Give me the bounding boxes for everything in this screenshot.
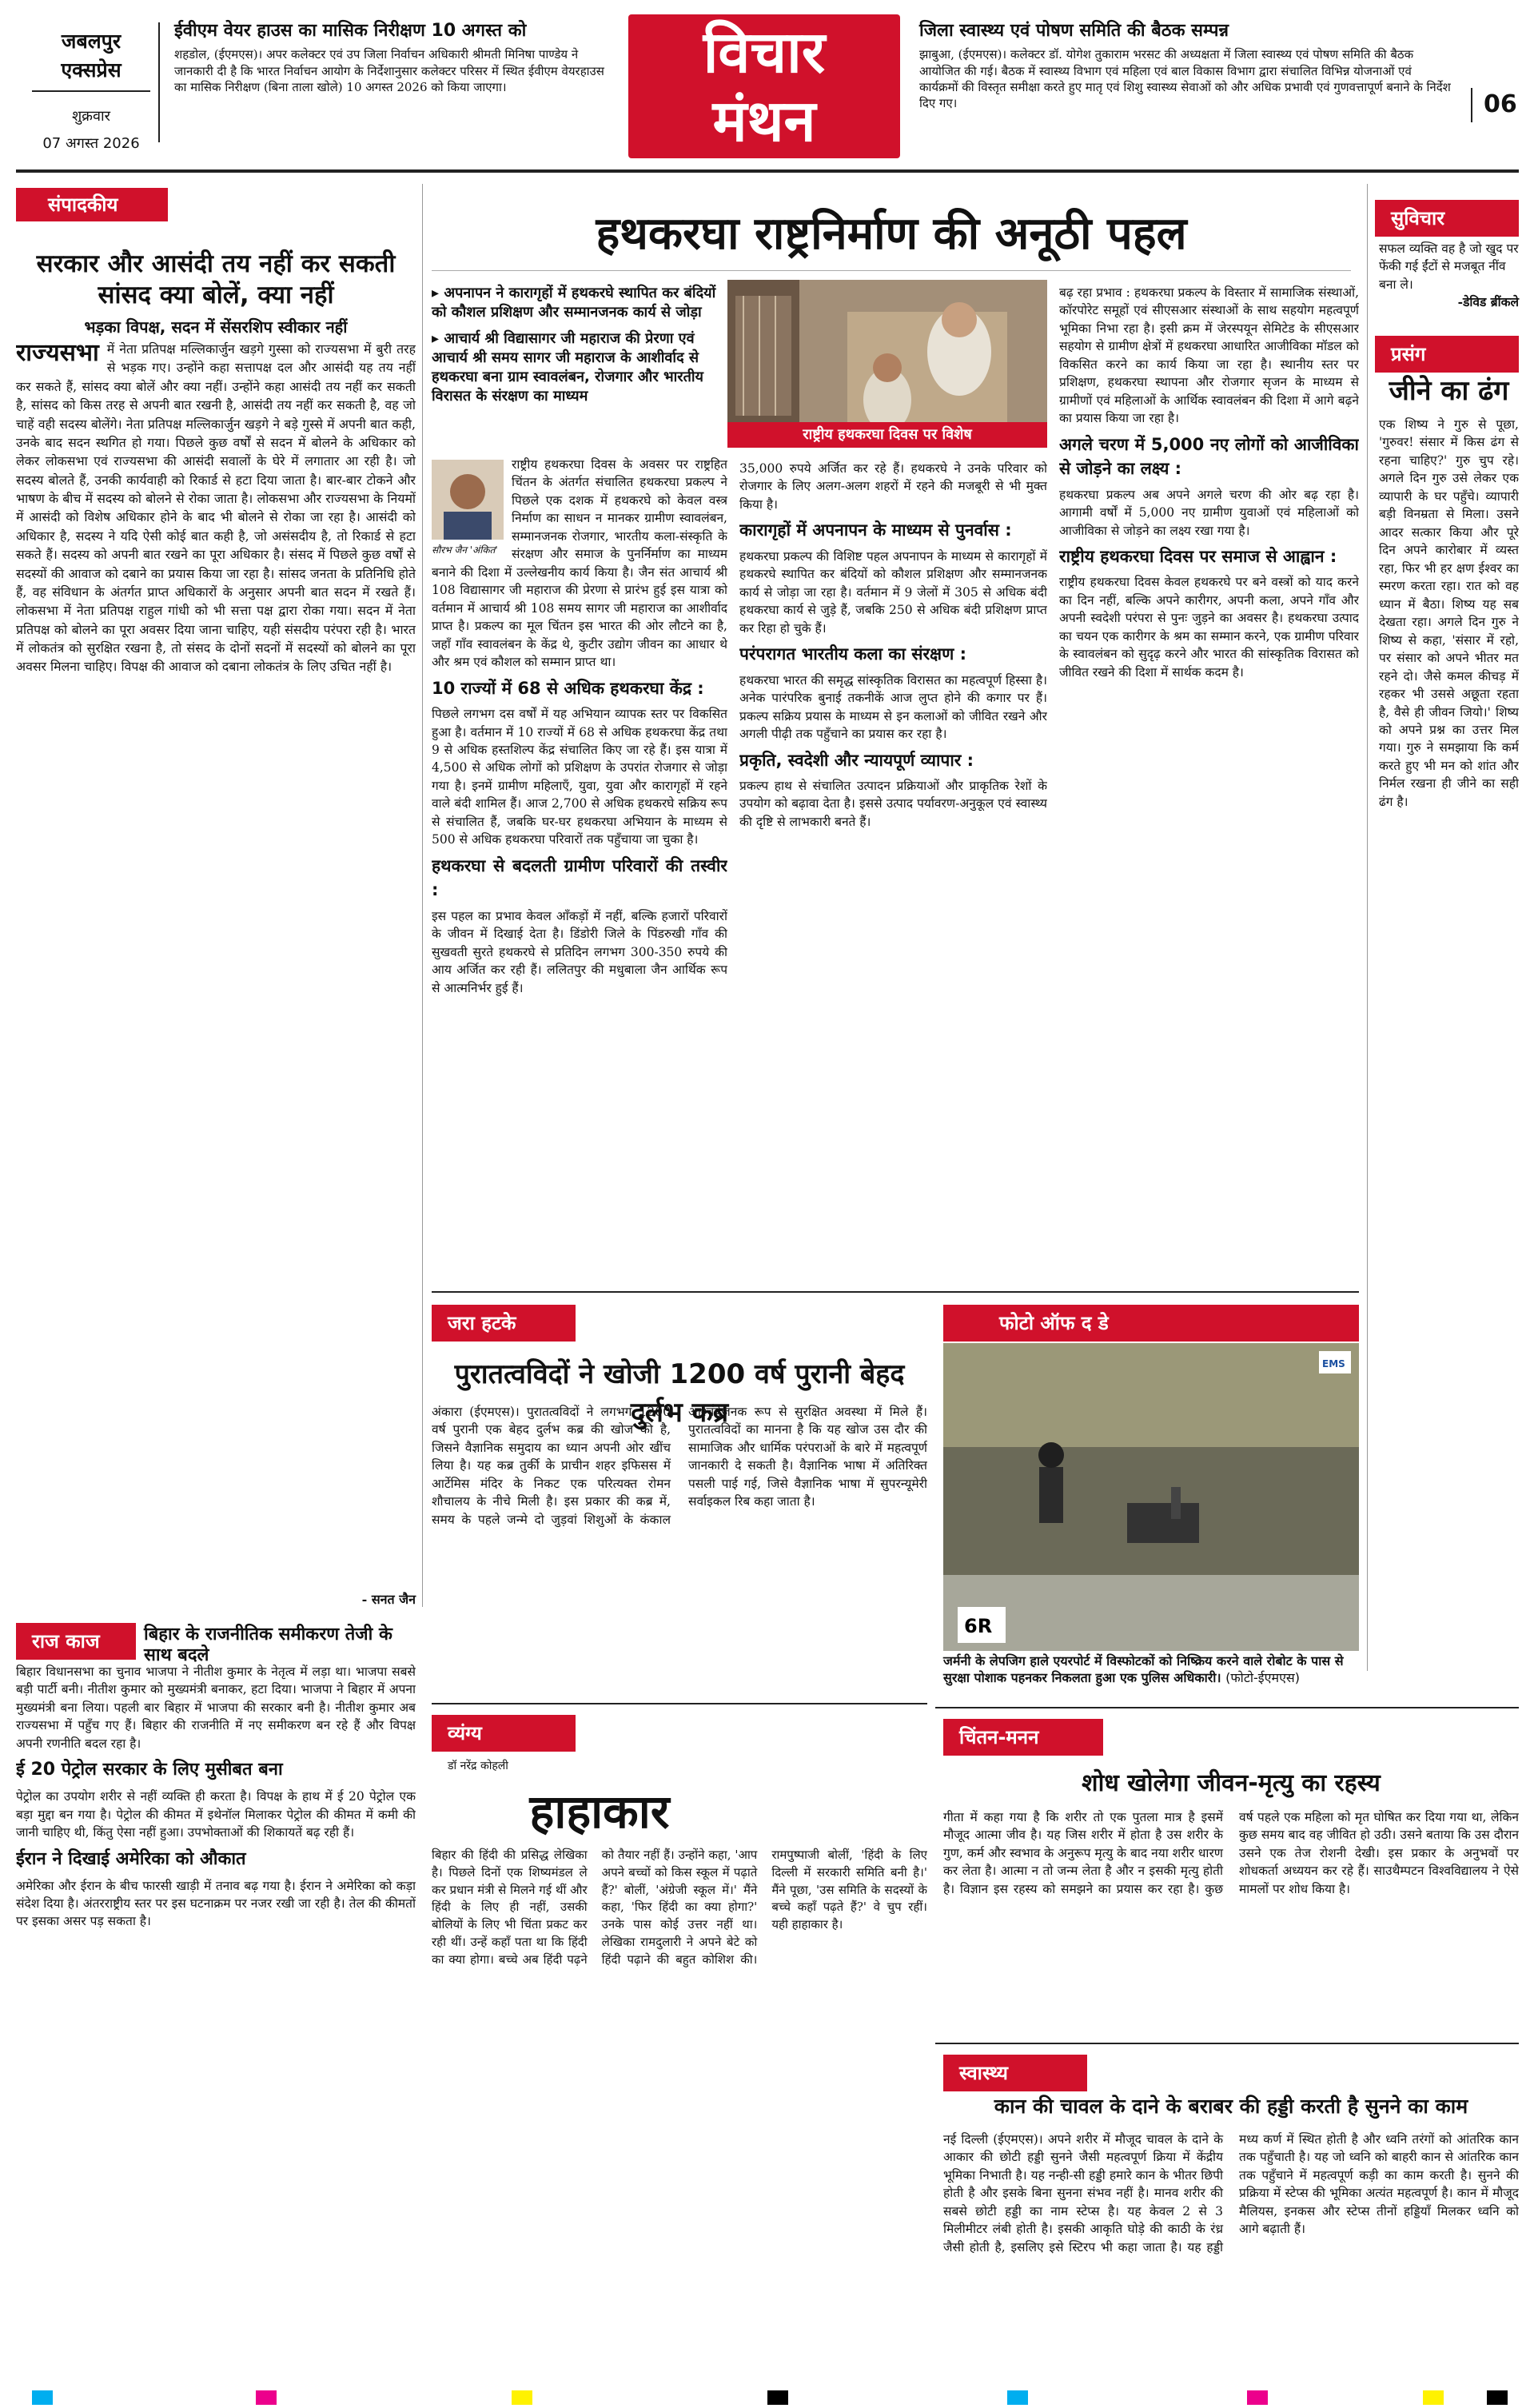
col-divider [422, 184, 423, 1607]
rajkaaj-body [16, 1663, 416, 2366]
cover-col3a-text: बढ़ रहा प्रभाव : हथकरघा प्रकल्प के विस्तार में सामाजिक संस्थाओं, कॉरपोरेट समूहों एवं सीएसआर संस्थाओं के साथ सहयोग महत्वपूर्ण भूमिका निभा रहा है। इसी क्रम में जेरस्पयून सेमिटेड के सीएसआर सहयोग से ग्रामीण क्षेत्रों में हथकरघा आधारित आजीविका मॉडल को विकसित करने का कार्य किया जा रहा है। स्थानीय स्तर पर प्रशिक्षण, हथकरघा स्थापना और रोजगार सृजन के माध्यम से ग्रामीणों एवं महिलाओं के आर्थिक स्वावलंबन की दिशा में आगे बढ़ने का प्रयास किया जा रहा है। [1059, 285, 1359, 426]
suvichar-author: -डेविड ब्रींकले [1457, 294, 1519, 310]
editorial-byline: - सनत जैन [361, 1592, 416, 1607]
rajkaaj-text-1: पेट्रोल का उपयोग शरीर से नहीं व्यक्ति ही करता है। विपक्ष के हाथ में ई 20 पेट्रोल एक बड़ा मुद्दा बन गया है। पेट्रोल की कीमत में इथेनॉल मिलाकर पेट्रोल की कीमत में कमी की जानी चाहिए थी, किंतु ऐसा नहीं हुआ। उपभोक्ताओं की शिकायतें बढ़ रही हैं। [16, 1789, 416, 1840]
cover-col1b-text: पिछले लगभग दस वर्षों में यह अभियान व्यापक स्तर पर विकसित हुआ है। वर्तमान में 10 राज्यों में 68 से अधिक हथकरघा केंद्र तथा 9 से अधिक हस्तशिल्प केंद्र संचालित किए जा रहे हैं। इस यात्रा में 4,500 से अधिक लोगों को प्रशिक्षण के उपरांत रोजगार से जोड़ा गया है। इनमें ग्रामीण महिलाएँ, युवा, युवा और कारागृहों में रहने वाले बंदी शामिल हैं। आज 2,700 से अधिक हथकरघे सक्रिय रूप से संचालित हैं, जबकि घर-घर हथकरघा अभियान के माध्यम से 500 से अधिक हथकरघा परिवारों तक पहुँचाया जा चुका है। [432, 707, 727, 847]
author-name: सौरभ जैन 'अंकित' [432, 544, 498, 556]
swasthya-body: नई दिल्ली (ईएमएस)। अपने शरीर में मौजूद चावल के दाने के आकार की छोटी हड्डी सुनने जैसी महत्वपूर्ण क्रिया में केंद्रीय भूमिका निभाती है। यह नन्ही-सी हड्डी हमारे कान के भीतर छिपी होती है और इसके बिना सुनना संभव नहीं है। मानव शरीर की सबसे छोटी हड्डी का नाम स्टेप्स है। यह केवल 2 से 3 मिलीमीटर लंबी होती है। इसकी आकृति घोड़े की काठी के रंध्र जैसी होती है, इसलिए इसे स्टिरप भी कहा जाता है। यह हड्डी मध्य कर्ण में स्थित होती है और ध्वनि तरंगों को आंतरिक कान तक पहुँचाती है। यह जो ध्वनि को बाहरी कान से आंतरिक कान तक पहुँचाने में महत्वपूर्ण कड़ी का काम करती है। सुनने की प्रक्रिया में स्टेप्स की भूमिका अत्यंत महत्वपूर्ण है। कान में मौजूद मैलियस, इनकस और स्टेप्स तीनों हड्डियाँ मिलकर ध्वनि को आगे बढ़ाती हैं। [943, 2132, 1519, 2255]
top-left-news [174, 21, 610, 95]
rajkaaj-text-2: अमेरिका और ईरान के बीच फारसी खाड़ी में तनाव बढ़ गया है। ईरान ने अमेरिका को कड़ा संदेश दिया है। अंतरराष्ट्रीय स्तर पर इस घटनाक्रम पर नजर रखी जा रही है। तेल की कीमतों पर इसका असर पड़ सकता है। [16, 1878, 416, 1929]
cover-col-2 [739, 460, 1047, 1283]
logo-line-2: मंथन [712, 87, 816, 154]
vyangya-title: हाहाकार [529, 1784, 670, 1839]
editorial-subhead: भड़का विपक्ष, सदन में सेंसरशिप स्वीकार नहीं [84, 317, 348, 337]
editorial-tag: संपादकीय [16, 188, 168, 221]
runway-marking: 6R [964, 1615, 993, 1637]
vyangya-rule [432, 1703, 927, 1704]
color-swatch [1423, 2390, 1444, 2405]
cover-subhead-e: प्रकृति, स्वदेशी और न्यायपूर्ण व्यापार : [739, 750, 974, 770]
suvichar-tag: सुविचार [1375, 200, 1519, 237]
photo-of-day-image [943, 1343, 1359, 1651]
cover-col2a-text: 35,000 रुपये अर्जित कर रहे हैं। हथकरघे ने उनके परिवार को रोजगार के लिए अलग-अलग शहरों में रहने की मजबूरी से भी मुक्त किया है। [739, 461, 1047, 512]
date: 07 अगस्त 2026 [42, 134, 140, 152]
chintan-rule [935, 1707, 1519, 1708]
top-right-news [919, 21, 1451, 111]
section-logo [628, 14, 900, 158]
cover-subhead-a: 10 राज्यों में 68 से अधिक हथकरघा केंद्र : [432, 678, 704, 698]
top-right-news-title: जिला स्वास्थ्य एवं पोषण समिति की बैठक सम्पन्न [919, 21, 1229, 41]
color-swatch [32, 2390, 53, 2405]
cover-col-3 [1059, 284, 1359, 1283]
page-number: 06 [1471, 88, 1517, 122]
top-right-news-body: झाबुआ, (ईएमएस)। कलेक्टर डॉ. योगेश तुकाराम भरसट की अध्यक्षता में जिला स्वास्थ्य एवं पोषण समिति की बैठक आयोजित की गई। बैठक में स्वास्थ्य विभाग एवं महिला एवं बाल विकास विभाग द्वारा संचालित विभिन्न योजनाओं एवं कार्यक्रमों की विस्तृत समीक्षा करते हुए मातृ एवं शिशु स्वास्थ्य सेवाओं को और अधिक प्रभावी एवं गुणवत्तापूर्ण बनाने के निर्देश दिए गए। [919, 47, 1451, 111]
cover-subhead-b: हथकरघा से बदलती ग्रामीण परिवारों की तस्वीर : [432, 855, 727, 900]
zara-hatke-title: पुरातत्वविदों ने खोजी 1200 वर्ष पुरानी बेहद दुर्लभ कब्र [454, 1358, 905, 1429]
cover-col2c-text: हथकरघा भारत की समृद्ध सांस्कृतिक विरासत का महत्वपूर्ण हिस्सा है। अनेक पारंपरिक बुनाई तकनीकें आज लुप्त होने की कगार पर हैं। प्रकल्प सक्रिय प्रयास के माध्यम से इन कलाओं को जीवित रखने और अगली पीढ़ी तक पहुँचाने का प्रयास कर रहा है। [739, 672, 1047, 742]
top-left-news-body: शहडोल, (ईएमएस)। अपर कलेक्टर एवं उप जिला निर्वाचन अधिकारी श्रीमती मिनिषा पाण्डेय ने जानकारी दी है कि भारत निर्वाचन आयोग के निर्देशानुसार कलेक्टर परिसर में स्थित ईवीएम वेयरहाउस का मासिक निरीक्षण (बिना ताला खोले) 10 अगस्त 2026 को किया जाएगा। [174, 47, 604, 94]
photo-of-day-caption-text: जर्मनी के लेपजिग हाले एयरपोर्ट में विस्फोटकों को निष्क्रिय करने वाले रोबोट के पास से सुरक्षा पोशाक पहनकर निकलता हुआ एक पुलिस अधिकारी। [943, 1653, 1344, 1685]
zara-hatke-tag: जरा हटके [432, 1305, 576, 1342]
photo-of-day-caption [943, 1653, 1359, 1687]
cover-bullet-2: ▸ आचार्य श्री विद्यासागर जी महाराज की प्रेरणा एवं आचार्य श्री समय सागर जी महाराज के आशीर्वाद से हथकरघा बना ग्राम स्वावलंबन, रोजगार और भारतीय विरासत के संरक्षण का माध्यम [432, 329, 703, 405]
cover-bullet-2-text: आचार्य श्री विद्यासागर जी महाराज की प्रेरणा एवं आचार्य श्री समय सागर जी महाराज के आशीर्वाद से हथकरघा बना ग्राम स्वावलंबन, रोजगार और भारतीय विरासत के संरक्षण का माध्यम [432, 329, 703, 405]
cover-photo [727, 280, 1047, 448]
vyangya-body: बिहार की हिंदी की प्रसिद्ध लेखिका है। पिछले दिनों एक शिष्यमंडल ले कर प्रधान मंत्री से मिलने गई थीं और हिंदी के लिए ही नहीं, उसकी बोलियों के लिए भी चिंता प्रकट कर रही थीं। उन्हें कहाँ पता था कि हिंदी का क्या होगा। बच्चे अब हिंदी पढ़ने को तैयार नहीं हैं। उन्होंने कहा, 'आप अपने बच्चों को किस स्कूल में पढ़ाते हैं?' बोलीं, 'अंग्रेजी स्कूल में।' मैंने कहा, 'फिर हिंदी का क्या होगा?' उनके पास कोई उत्तर नहीं था। लेखिका रामदुलारी ने अपने बेटे को हिंदी पढ़ाने की बहुत कोशिश की। रामपुष्पाजी बोलीं, 'हिंदी के लिए दिल्ली में सरकारी समिति बनी है।' मैंने पूछा, 'उस समिति के सदस्यों के बच्चे कहाँ पढ़ते हैं?' वे चुप रहीं। यही हाहाकार है। [432, 1848, 927, 1967]
day: शुक्रवार [71, 108, 111, 125]
rajkaaj-text: बिहार विधानसभा का चुनाव भाजपा ने नीतीश कुमार के नेतृत्व में लड़ा था। भाजपा सबसे बड़ी पार्टी बनी। नीतीश कुमार को मुख्यमंत्री बनाकर, हटा दिया। भाजपा ने बिहार में अपना मुख्यमंत्री बना लिया। पहली बार बिहार में भाजपा की सरकार बनी है। नीतीश कुमार अब राज्यसभा में पहुँच गए हैं। बिहार की राजनीति में नए समीकरण बन रहे हैं और विपक्ष अपनी रणनीति बदल रहा है। [16, 1664, 416, 1751]
editorial-text: में नेता प्रतिपक्ष मल्लिकार्जुन खड़गे गुस्सा को राज्यसभा में बुरी तरह से भड़क गए। उन्होंने कहा सत्तापक्ष दल और आसंदी यह तय नहीं कर सकते हैं, सांसद क्या बोलें और क्या नहीं। उन्होंने कहा आसंदी तय नहीं कर सकती है, सांसद को किस तरह से अपनी बात रखनी है, आसंदी तय नहीं कर सकती है, वह जो चाहें वही सदस्य बोलेंगे। नेता प्रतिपक्ष मल्लिकार्जुन खड़गे ने बड़े गुस्से में अपनी बात कही, उनके बाद सदन स्थगित हो गया। पिछले कुछ वर्षों से सदन में बोलने के अधिकार को लेकर लोकसभा एवं राज्यसभा की आसंदी सवालों के घेरे में लगातार आ रही है। जो सदस्य बोलते हैं, उनकी कार्यवाही को रिकार्ड से हटा दिया जाता है। बार-बार टोकने और भाषण के बीच में सदस्य को बोलने से रोका जाता है। लोकसभा और राज्यसभा के नियमों में आसंदी को विशेष अधिकार होने के बाद भी बोलने से रोका जा रहा है। आसंदी को अधिकार है, सदस्य ने यदि ऐसी कोई बात कही है, जो असंसदीय है, तो रिकार्ड से हटा सकते हैं। सदस्य को अपनी बात रखने का पूरा अधिकार है। संसद में पिछले कुछ वर्षों से सदस्यों की आवाज को दबाने का प्रयास किया जा रहा है। सांसद जनता के प्रतिनिधि होते हैं, वह संविधान के अंतर्गत प्राप्त अधिकारों के अनुसार अपनी बात सदन में रखते हैं। लोकसभा में नेता प्रतिपक्ष राहुल गांधी को भी सत्ता पक्ष द्वारा रोका गया। सदन में नेता प्रतिपक्ष को बोलने का पूरा अवसर दिया जाना चाहिए, यही संसदीय परंपरा रही है। भारत में लोकतंत्र को सुरक्षित रखना है, तो संसद के दोनों सदनों में सदस्यों को बोलने का पूरा अवसर मिलना चाहिए। विपक्ष की आवाज को दबाना लोकतंत्र के लिए उचित नहीं है। [16, 341, 416, 675]
ems-logo: EMS [1322, 1358, 1345, 1369]
rajkaaj-title: बिहार के राजनीतिक समीकरण तेजी के साथ बदले [144, 1625, 392, 1666]
top-left-news-title: ईवीएम वेयर हाउस का मासिक निरीक्षण 10 अगस्त को [174, 21, 527, 41]
swasthya-title: कान की चावल के दाने के बराबर की हड्डी करती है सुनने का काम [994, 2095, 1468, 2118]
photo-of-day-svg [943, 1343, 1359, 1651]
cover-subhead-c: कारागृहों में अपनापन के माध्यम से पुनर्वास : [739, 520, 1012, 540]
prasang-body: एक शिष्य ने गुरु से पूछा, 'गुरुवर! संसार में किस ढंग से रहना चाहिए?' गुरु चुप रहे। अगले दिन गुरु उसे लेकर एक व्यापारी के घर पहुँचे। व्यापारी बड़ी विनम्रता से मिला। उसने आदर सत्कार किया और पूरे दिन अपने कारोबार में व्यस्त रहा, फिर भी हर क्षण ईश्वर का स्मरण करता रहा। रात को वह ध्यान में बैठा। शिष्य यह सब देखता रहा। अगले दिन गुरु ने शिष्य से कहा, 'संसार में रहो, पर संसार को अपने भीतर मत रहने दो। जैसे कमल कीचड़ में रहकर भी उससे अछूता रहता है, वैसे ही जीवन जियो।' शिष्य को अपने प्रश्न का उत्तर मिल गया। गुरु ने समझाया कि कर्म करते हुए भी मन को शांत और निर्मल रखना ही जीने का सही ढंग है। [1379, 417, 1519, 809]
header-rule [16, 169, 1519, 173]
cover-col1c-text: इस पहल का प्रभाव केवल आँकड़ों में नहीं, बल्कि हजारों परिवारों के जीवन में दिखाई देता है। डिंडोरी जिले के पिंडरुखी गाँव की सुखवती सुरते हथकरघे से प्रतिदिन लगभग 300-350 रुपये की आय अर्जित कर रही हैं। ललितपुर की मधुबाला जैन आर्थिक रूप से आत्मनिर्भर हुई हैं। [432, 908, 727, 995]
cover-col1-text: राष्ट्रीय हथकरघा दिवस के अवसर पर राष्ट्रहित चिंतन के अंतर्गत संचालित हथकरघा प्रकल्प ने पिछले एक दशक में हथकरघे को केवल वस्त्र निर्माण का साधन न मानकर ग्रामीण स्वावलंबन, सम्मानजनक रोजगार, भारतीय कला-संस्कृति के संरक्षण और समाज के पुनर्निर्माण का माध्यम बनाने की दिशा में उल्लेखनीय कार्य किया है। जैन संत आचार्य श्री 108 विद्यासागर जी महाराज की प्रेरणा से प्रारंभ हुई इस यात्रा को वर्तमान में आचार्य श्री 108 समय सागर जी महाराज का आशीर्वाद प्राप्त है। प्रकल्प का मूल चिंतन इस भारत की ओर लौटने का है, जहाँ गाँव स्वावलंबन के केंद्र थे, कुटीर उद्योग जीवन का आधार थे और श्रम एवं कौशल को सम्मान प्राप्त था। [432, 457, 727, 670]
cover-subhead-g: राष्ट्रीय हथकरघा दिवस पर समाज से आह्वान : [1059, 547, 1337, 567]
photo-of-day-tag: फोटो ऑफ द डे [943, 1305, 1359, 1342]
cover-subhead-f: अगले चरण में 5,000 नए लोगों को आजीविका से जोड़ने का लक्ष्य : [1059, 434, 1359, 479]
author-float [432, 456, 512, 556]
cover-bullet-1-text: अपनापन ने कारागृहों में हथकरघे स्थापित कर बंदियों को कौशल प्रशिक्षण और सम्मानजनक कार्य से जोड़ा [432, 285, 716, 321]
cover-col-1 [432, 456, 727, 1287]
color-swatch [1247, 2390, 1268, 2405]
cover-col2b-text: हथकरघा प्रकल्प की विशिष्ट पहल अपनापन के माध्यम से कारागृहों में हथकरघे स्थापित कर बंदियों को कौशल प्रशिक्षण और सम्मानजनक कार्य से जोड़ा जा रहा है। वर्तमान में 9 जेलों में 305 से अधिक बंदी हथकरघा कार्य से जुड़े हैं, जबकि 250 से अधिक बंदी प्रशिक्षण प्राप्त कर रिहा हो चुके हैं। [739, 548, 1047, 636]
swasthya-rule [935, 2043, 1519, 2044]
vyangya-author: डॉ नरेंद्र कोहली [448, 1760, 508, 1772]
color-swatch [1007, 2390, 1028, 2405]
cover-bottom-rule [432, 1291, 1359, 1293]
editorial-headline: सरकार और आसंदी तय नहीं कर सकती सांसद क्या बोलें, क्या नहीं [36, 249, 396, 309]
swasthya-tag: स्वास्थ्य [943, 2055, 1087, 2091]
rajkaaj-tag: राज काज [16, 1623, 136, 1660]
page-header [0, 0, 1534, 164]
cover-title: हथकरघा राष्ट्रनिर्माण की अनूठी पहल [596, 208, 1187, 260]
col-divider-right [1367, 184, 1368, 1671]
prasang-title: जीने का ढंग [1389, 375, 1509, 407]
suvichar-text: सफल व्यक्ति वह है जो खुद पर फेंकी गई ईंटों से मजबूत नींव बना ले। [1379, 241, 1519, 292]
rajkaaj-sub-1: ई 20 पेट्रोल सरकार के लिए मुसीबत बना [16, 1760, 283, 1780]
color-swatch [1487, 2390, 1508, 2405]
chintan-tag: चिंतन-मनन [943, 1719, 1103, 1756]
cover-col2d-text: प्रकल्प हाथ से संचालित उत्पादन प्रक्रियाओं और प्राकृतिक रेशों के उपयोग को बढ़ावा देता है। इससे उत्पाद पर्यावरण-अनुकूल एवं स्वास्थ्य की दृष्टि से लाभकारी बनते हैं। [739, 778, 1047, 829]
cover-photo-caption: राष्ट्रीय हथकरघा दिवस पर विशेष [727, 422, 1047, 448]
masthead [24, 22, 160, 152]
cover-bullets [432, 284, 719, 413]
color-swatch [256, 2390, 277, 2405]
cover-col3c-text: राष्ट्रीय हथकरघा दिवस केवल हथकरघे पर बने वस्त्रों को याद करने का दिन नहीं, बल्कि अपने कारीगर, अपनी कला, अपने गाँव और अपनी स्वदेशी परंपरा से पुनः जुड़ने का अवसर है। हथकरघा उत्पाद का चयन एक कारीगर के श्रम का सम्मान करने, एक ग्रामीण परिवार के स्वावलंबन को सुदृढ़ करने और भारत की सांस्कृतिक विरासत को जीवित रखने की दिशा में सार्थक कदम है। [1059, 575, 1359, 680]
cover-subhead-d: परंपरागत भारतीय कला का संरक्षण : [739, 644, 966, 664]
logo-line-1: विचार [703, 18, 826, 86]
paper-name: जबलपुर एक्सप्रेस [32, 27, 150, 92]
color-swatch [767, 2390, 788, 2405]
cover-col3b-text: हथकरघा प्रकल्प अब अपने अगले चरण की ओर बढ़ रहा है। आगामी वर्षों में 5,000 नए ग्रामीण युवाओं एवं महिलाओं को आजीविका से जोड़ने का लक्ष्य रखा गया है। [1059, 487, 1359, 538]
prasang-tag: प्रसंग [1375, 336, 1519, 373]
color-swatch [512, 2390, 532, 2405]
chintan-body: गीता में कहा गया है कि शरीर तो एक पुतला मात्र है इसमें मौजूद आत्मा जीव है। यह जिस शरीर में होता है उस शरीर के गुण, कर्म और स्वभाव के अनुरूप मृत्यु के बाद नया शरीर धारण कर लेता है। आत्मा न तो जन्म लेता है और न इसकी मृत्यु होती है। विज्ञान इस रहस्य को समझने का प्रयास कर रहा है। कुछ वर्ष पहले एक महिला को मृत घोषित कर दिया गया था, लेकिन कुछ समय बाद वह जीवित हो उठी। उसने बताया कि उस दौरान उसने एक तेज रोशनी देखी। इस प्रकार के अनुभवों पर शोधकर्ता अध्ययन कर रहे हैं। साउथैम्पटन विश्वविद्यालय ने ऐसे मामलों पर शोध किया है। [943, 1810, 1519, 1896]
suvichar-quote [1379, 240, 1519, 312]
zara-hatke-body: अंकारा (ईएमएस)। पुरातत्वविदों ने लगभग 1200 वर्ष पुरानी एक बेहद दुर्लभ कब्र की खोज की है, जिसने वैज्ञानिक समुदाय का ध्यान अपनी ओर खींच लिया है। यह कब्र तुर्की के प्राचीन शहर इफिसस में आर्टेमिस मंदिर के निकट एक परित्यक्त रोमन शौचालय के नीचे मिली है। इस प्रकार की कब्र में, समय के पहले जन्मे दो जुड़वां शिशुओं के कंकाल आश्चर्यजनक रूप से सुरक्षित अवस्था में मिले हैं। पुरातत्वविदों का मानना है कि यह खोज उस दौर की सामाजिक और धार्मिक परंपराओं के बारे में महत्वपूर्ण जानकारी दे सकती है। वैज्ञानिक भाषा में अतिरिक्त पसली पाई गई, जिसे वैज्ञानिक भाषा में सुपरन्यूमेरी सर्वाइकल रिब कहा जाता है। [432, 1405, 927, 1527]
editorial-dateline: राज्यसभा [16, 340, 99, 367]
editorial-section [16, 188, 416, 1611]
editorial-body [16, 340, 416, 1587]
vyangya-tag: व्यंग्य [432, 1715, 576, 1752]
chintan-title: शोध खोलेगा जीवन-मृत्यु का रहस्य [1082, 1769, 1381, 1797]
photo-of-day-credit: (फोटो-ईएमएस) [1225, 1669, 1300, 1685]
rajkaaj-sub-2: ईरान ने दिखाई अमेरिका को औकात [16, 1848, 246, 1869]
cover-bullet-1: ▸ अपनापन ने कारागृहों में हथकरघे स्थापित कर बंदियों को कौशल प्रशिक्षण और सम्मानजनक कार्य से जोड़ा [432, 285, 716, 321]
cover-rule [432, 270, 1351, 271]
